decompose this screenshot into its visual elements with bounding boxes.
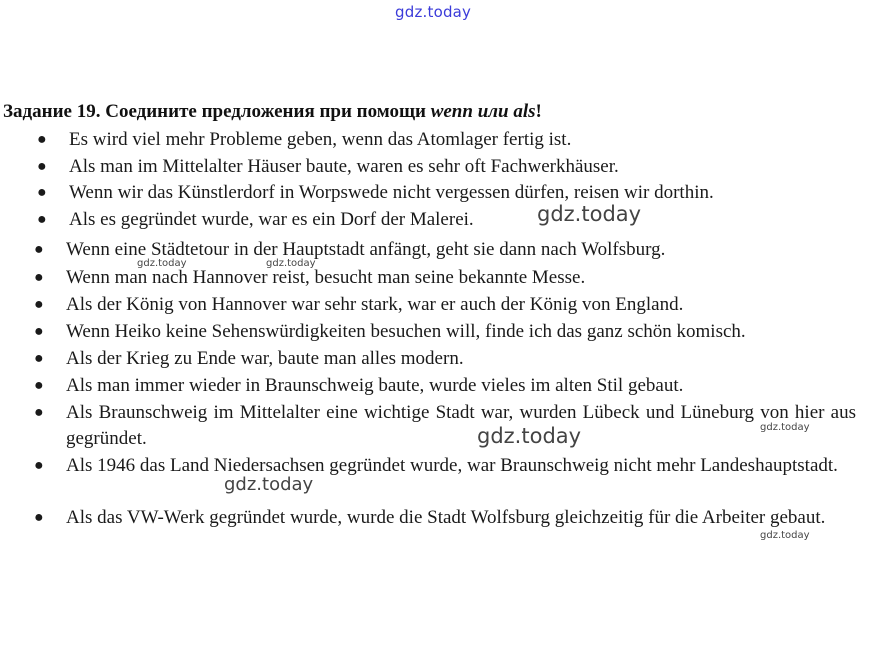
bullet-icon: ● <box>34 323 44 340</box>
bullet-icon: ● <box>34 509 44 526</box>
list-item <box>34 292 684 318</box>
list-item <box>34 373 684 399</box>
bullet-icon: ● <box>34 377 44 394</box>
bullet-icon: ● <box>37 158 47 175</box>
bullet-icon: ● <box>37 184 47 201</box>
watermark: gdz.today <box>760 422 810 433</box>
list-item-text: Als 1946 das Land Niedersachsen gegründet wurde, war Braunschweig nicht mehr Landeshauptstadt. <box>66 455 838 476</box>
watermark: gdz.today <box>266 258 316 269</box>
watermark: gdz.today <box>760 530 810 541</box>
list-item <box>37 207 474 233</box>
bullet-icon: ● <box>34 350 44 367</box>
list-item <box>34 400 856 452</box>
watermark: gdz.today <box>537 202 642 226</box>
bullet-icon: ● <box>34 296 44 313</box>
list-item-text: Als es gegründet wurde, war es ein Dorf der Malerei. <box>69 209 474 230</box>
bullet-icon: ● <box>37 131 47 148</box>
task-title-italic: wenn или als <box>430 101 536 122</box>
list-item-text: Es wird viel mehr Probleme geben, wenn das Atomlager fertig ist. <box>69 129 572 150</box>
list-item-text: Als das VW-Werk gegründet wurde, wurde die Stadt Wolfsburg gleichzeitig für die Arbeiter gebaut. <box>66 507 826 528</box>
watermark: gdz.today <box>137 258 187 269</box>
list-item <box>34 505 856 531</box>
bullet-icon: ● <box>34 241 44 258</box>
list-item <box>37 127 572 153</box>
bullet-icon: ● <box>34 404 44 421</box>
list-item-text: Als man immer wieder in Braunschweig baute, wurde vieles im alten Stil gebaut. <box>66 375 684 396</box>
list-item-text: Wenn eine Städtetour in der Hauptstadt anfängt, geht sie dann nach Wolfsburg. <box>66 239 666 260</box>
watermark: gdz.today <box>224 474 314 495</box>
list-item-text: Wenn man nach Hannover reist, besucht man seine bekannte Messe. <box>66 267 586 288</box>
list-item <box>34 453 856 479</box>
list-item-text: Als man im Mittelalter Häuser baute, waren es sehr oft Fachwerkhäuser. <box>69 156 619 177</box>
list-item-text: Als der König von Hannover war sehr stark, war er auch der König von England. <box>66 294 684 315</box>
task-title-prefix: Задание 19. Соедините предложения при помощи <box>3 101 431 122</box>
task-title-suffix: ! <box>535 101 542 122</box>
list-item <box>34 346 464 372</box>
bullet-icon: ● <box>34 269 44 286</box>
bullet-icon: ● <box>37 211 47 228</box>
watermark: gdz.today <box>477 424 582 448</box>
header-watermark: gdz.today <box>395 3 472 21</box>
list-item-text: Als der Krieg zu Ende war, baute man alles modern. <box>66 348 464 369</box>
list-item-text: Wenn Heiko keine Sehenswürdigkeiten besuchen will, finde ich das ganz schön komisch. <box>66 321 746 342</box>
list-item <box>34 319 746 345</box>
bullet-icon: ● <box>34 457 44 474</box>
list-item <box>37 154 619 180</box>
list-item-text: Als Braunschweig im Mittelalter eine wichtige Stadt war, wurden Lübeck und Lüneburg von hier aus gegründet. <box>66 402 856 449</box>
list-item-text: Wenn wir das Künstlerdorf in Worpswede nicht vergessen dürfen, reisen wir dorthin. <box>69 182 714 203</box>
